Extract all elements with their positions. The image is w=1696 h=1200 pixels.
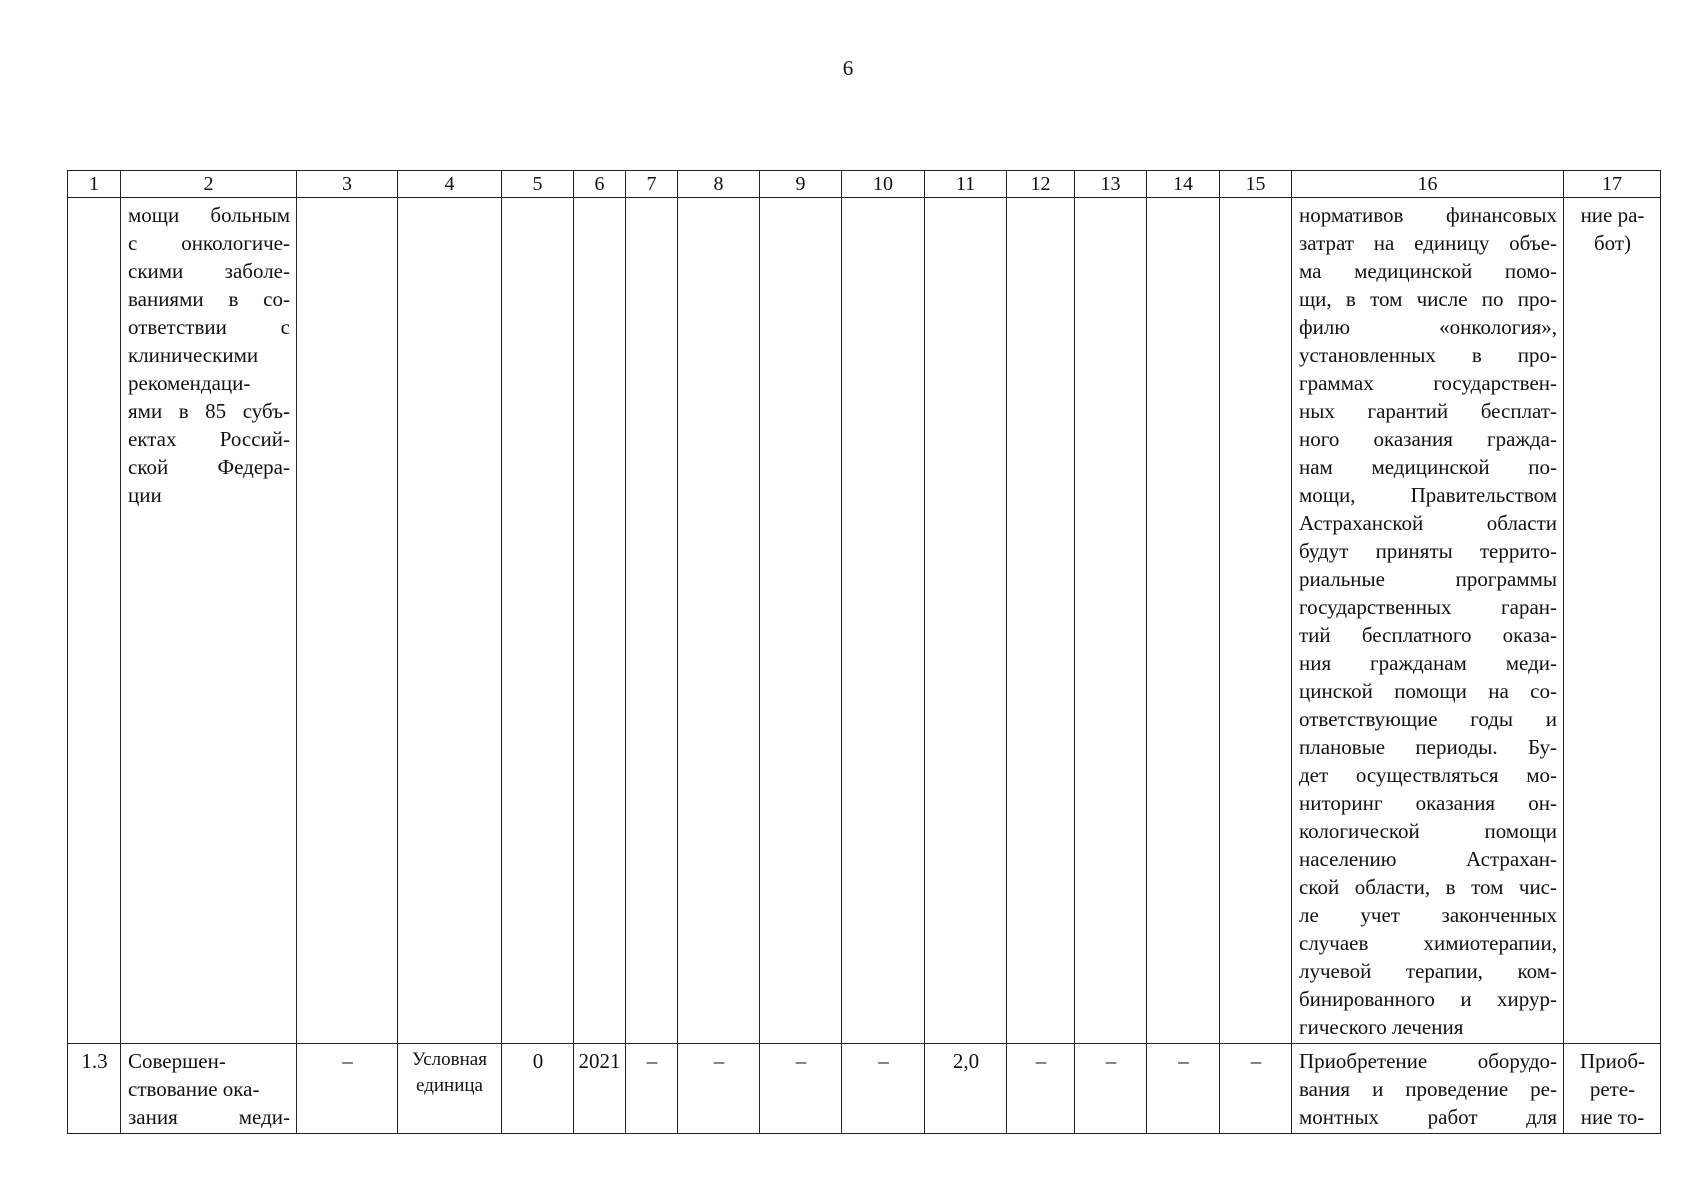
text-line: скими заболе- [128,259,290,283]
header-cell: 6 [574,171,626,198]
text-line: затрат на единицу объе- [1299,231,1557,255]
text-line: гического лечения [1299,1015,1464,1039]
text-line: монтных работ для [1299,1105,1557,1129]
table-row [68,198,1661,1044]
table-cell [1147,198,1220,1044]
text-line: дет осуществляться мо- [1299,763,1557,787]
table-cell [1075,198,1147,1044]
table-cell: – [1075,1044,1147,1134]
table-cell: – [297,1044,398,1134]
table-cell [68,198,121,1044]
table-cell [678,198,760,1044]
table-cell: – [842,1044,925,1134]
table-cell [574,198,626,1044]
text-line: щи, в том числе по про- [1299,287,1557,311]
header-cell: 16 [1292,171,1564,198]
text-line: кологической помощи [1299,819,1557,843]
text-line: ответствии с [128,315,290,339]
text-line: ствование ока- [128,1077,260,1101]
text-line: бинированного и хирур- [1299,987,1557,1011]
text-line: случаев химиотерапии, [1299,931,1557,955]
text-line: риальные программы [1299,567,1557,591]
table-cell [925,198,1007,1044]
table-cell: 0 [502,1044,574,1134]
table-cell [1220,198,1292,1044]
text-line: плановые периоды. Бу- [1299,735,1557,759]
table-row [68,1044,1661,1134]
header-cell: 5 [502,171,574,198]
table-cell-number: 1.3 [68,1044,121,1134]
text-line: ской области, в том чис- [1299,875,1557,899]
text-line: ответствующие годы и [1299,707,1557,731]
text-line: установленных в про- [1299,343,1557,367]
header-cell: 3 [297,171,398,198]
table-cell-description [121,1044,297,1134]
header-cell: 17 [1564,171,1661,198]
table-cell [1007,198,1075,1044]
text-line: государственных гаран- [1299,595,1557,619]
text-line: с онкологиче- [128,231,290,255]
text-line: Совершен- [128,1049,226,1073]
table-cell-result [1292,198,1564,1044]
header-cell: 8 [678,171,760,198]
header-cell: 13 [1075,171,1147,198]
table-cell [398,198,502,1044]
header-cell: 15 [1220,171,1292,198]
text-line: ниторинг оказания он- [1299,791,1557,815]
text-line: Приоб- [1579,1049,1646,1073]
text-line: рекомендаци- [128,371,251,395]
text-line: цинской помощи на со- [1299,679,1557,703]
table-cell-note [1564,1044,1661,1134]
table-cell: – [1007,1044,1075,1134]
table-cell-note [1564,198,1661,1044]
table-cell [502,198,574,1044]
table-cell-description [121,198,297,1044]
text-line: ма медицинской помо- [1299,259,1557,283]
header-cell: 9 [760,171,842,198]
text-line: бот) [1593,231,1632,255]
header-cell: 7 [626,171,678,198]
text-line: ния гражданам меди- [1299,651,1557,675]
header-cell: 4 [398,171,502,198]
header-cell: 14 [1147,171,1220,198]
text-line: единица [416,1075,483,1096]
text-line: лучевой терапии, ком- [1299,959,1557,983]
text-line: будут приняты террито- [1299,539,1557,563]
text-line: ле учет законченных [1299,903,1557,927]
text-line: Приобретение оборудо- [1299,1049,1557,1073]
table-cell: – [760,1044,842,1134]
table-cell: – [626,1044,678,1134]
text-line: зания меди- [128,1105,290,1129]
text-line: рете- [1589,1077,1636,1101]
text-line: Условная [412,1049,487,1070]
table-cell [626,198,678,1044]
table-cell: – [678,1044,760,1134]
text-line: вания и проведение ре- [1299,1077,1557,1101]
text-line: ного оказания гражда- [1299,427,1557,451]
header-cell: 1 [68,171,121,198]
text-line: мощи больным [128,203,290,227]
text-line: ской Федера- [128,455,290,479]
header-cell: 12 [1007,171,1075,198]
text-line: клиническими [128,343,259,367]
text-line: ями в 85 субъ- [128,399,290,423]
text-line: населению Астрахан- [1299,847,1557,871]
text-line: ектах Россий- [128,427,290,451]
text-line: тий бесплатного оказа- [1299,623,1557,647]
page-number: 6 [842,56,854,80]
text-line: ных гарантий бесплат- [1299,399,1557,423]
table-cell: 2,0 [925,1044,1007,1134]
text-line: нормативов финансовых [1299,203,1557,227]
text-line: нам медицинской по- [1299,455,1557,479]
text-line: ции [128,483,162,507]
table-cell [760,198,842,1044]
text-line: мощи, Правительством [1299,483,1557,507]
plan-table [67,170,1661,1134]
table-cell: 2021 [574,1044,626,1134]
table-cell [297,198,398,1044]
header-cell: 10 [842,171,925,198]
header-cell: 11 [925,171,1007,198]
table-cell: – [1147,1044,1220,1134]
header-cell: 2 [121,171,297,198]
table-cell [842,198,925,1044]
table-cell: – [1220,1044,1292,1134]
text-line: ние то- [1580,1105,1645,1129]
text-line: ние ра- [1580,203,1645,227]
text-line: филю «онкология», [1299,315,1557,339]
table-header-row [68,171,1661,198]
table-cell-unit [398,1044,502,1134]
table-cell-result [1292,1044,1564,1134]
text-line: граммах государствен- [1299,371,1557,395]
text-line: Астраханской области [1299,511,1557,535]
text-line: ваниями в со- [128,287,290,311]
